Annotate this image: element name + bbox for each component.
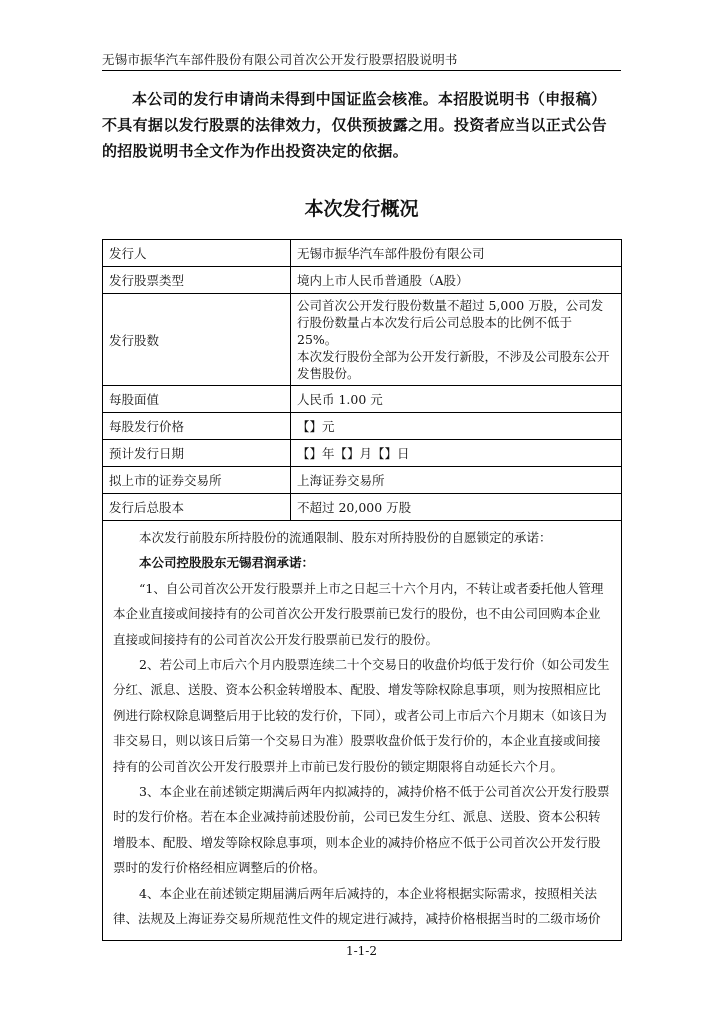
table-row [103,467,622,494]
lockup-intro: 本次发行前股东所持股份的流通限制、股东对所持股份的自愿锁定的承诺： [139,530,552,545]
table-row [103,386,622,413]
lockup-paragraph: 3、本企业在前述锁定期满后两年内拟减持的，减持价格不低于公司首次公开发行股票时的发行价格。若在本企业减持前述股份前，公司已发生分红、派息、送股、资本公积转增股本、配股、增发等除权除息事项，则本企业的减持价格应不低于公司首次公开发行股票时的发行价格经相应调整后的价格。 [113,784,610,876]
table-row [103,294,622,386]
lockup-commitment-cell [103,521,622,941]
row-label: 每股面值 [103,386,291,413]
running-header: 无锡市振华汽车部件股份有限公司首次公开发行股票招股说明书 [102,52,458,67]
row-label: 发行后总股本 [103,494,291,521]
page-number: 1-1-2 [345,944,377,958]
row-value: 【】年【】月【】日 [291,440,622,467]
row-value: 无锡市振华汽车部件股份有限公司 [291,240,622,267]
header-rule [102,70,621,71]
row-label: 发行人 [103,240,291,267]
section-title: 本次发行概况 [304,198,419,220]
lockup-paragraph: “1、自公司首次公开发行股票并上市之日起三十六个月内，不转让或者委托他人管理本企业直接或间接持有的公司首次公开发行股票前已发行的股份，也不由公司回购本企业直接或间接持有的公司首次公开发行股票前已发行的股份。 [113,580,604,647]
table-row [103,521,622,941]
row-label: 发行股数 [103,294,291,386]
row-value: 上海证券交易所 [291,467,622,494]
offering-overview-table [102,239,622,941]
row-label: 预计发行日期 [103,440,291,467]
row-value: 【】元 [291,413,622,440]
row-label: 发行股票类型 [103,267,291,294]
table-row [103,267,622,294]
row-value [291,294,622,386]
row-label: 每股发行价格 [103,413,291,440]
share-count-line: 本次发行股份全部为公开发行新股，不涉及公司股东公开发售股份。 [297,349,610,381]
share-count-line: 公司首次公开发行股份数量不超过 5,000 万股，公司发行股份数量占本次发行后公司总股本的比例不低于 25%。 [297,298,604,347]
table-row [103,494,622,521]
row-value: 人民币 1.00 元 [291,386,622,413]
row-value: 境内上市人民币普通股（A股） [291,267,622,294]
table-row [103,413,622,440]
row-value: 不超过 20,000 万股 [291,494,622,521]
table-row [103,240,622,267]
table-row [103,440,622,467]
lockup-heading: 本公司控股股东无锡君润承诺： [139,555,315,571]
approval-notice: 本公司的发行申请尚未得到中国证监会核准。本招股说明书（申报稿）不具有据以发行股票的法律效力，仅供预披露之用。投资者应当以正式公告的招股说明书全文作为作出投资决定的依据。 [102,90,607,160]
row-label: 拟上市的证券交易所 [103,467,291,494]
lockup-paragraph: 4、本企业在前述锁定期届满后两年后减持的，本企业将根据实际需求，按照相关法律、法规及上海证券交易所规范性文件的规定进行减持，减持价格根据当时的二级市场价 [113,885,601,927]
lockup-paragraph: 2、若公司上市后六个月内股票连续二十个交易日的收盘价均低于发行价（如公司发生分红、派息、送股、资本公积金转增股本、配股、增发等除权除息事项，则为按照相应比例进行除权除息调整后用于比较的发行价，下同），或者公司上市后六个月期末（如该日为非交易日，则以该日后第一个交易日为准）股票收盘价低于发行价的，本企业直接或间接持有的公司首次公开发行股票并上市前已发行股份的锁定期限将自动延长六个月。 [113,657,610,774]
